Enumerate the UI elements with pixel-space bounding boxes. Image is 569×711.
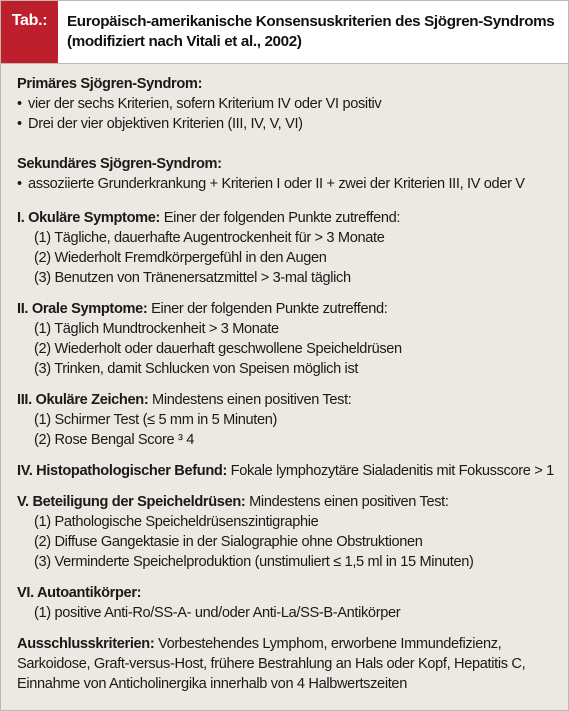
primary-section: [17, 74, 560, 134]
criterion-v: [17, 492, 560, 572]
criterion-text: Einer der folgenden Punkte zutreffend:: [160, 210, 401, 226]
table-body: [1, 64, 568, 694]
criterion-item: (1) Täglich Mundtrockenheit > 3 Monate: [34, 321, 279, 337]
exclusion-text: Sarkoidose, Graft-versus-Host, frühere Bestrahlung an Hals oder Kopf, Hepatitis C,: [17, 656, 526, 672]
criterion-text: Mindestens einen positiven Test:: [245, 494, 449, 510]
criterion-title: II. Orale Symptome:: [17, 301, 148, 317]
criterion-ii: [17, 299, 560, 379]
criterion-i: [17, 208, 560, 288]
primary-heading: Primäres Sjögren-Syndrom:: [17, 76, 203, 92]
criterion-title: VI. Autoantikörper:: [17, 585, 142, 601]
exclusion-section: [17, 634, 560, 694]
table-caption: [58, 1, 568, 63]
criterion-text: Einer der folgenden Punkte zutreffend:: [147, 301, 388, 317]
criterion-title: V. Beteiligung der Speicheldrüsen:: [17, 494, 246, 510]
table-tag: Tab.:: [1, 1, 58, 63]
criterion-iv: [17, 461, 560, 481]
secondary-bullet: • assoziierte Grunderkrankung + Kriterien I oder II + zwei der Kriterien III, IV oder V: [17, 174, 560, 194]
primary-bullet: • Drei der vier objektiven Kriterien (III, IV, V, VI): [17, 114, 560, 134]
exclusion-text: Vorbestehendes Lymphom, erworbene Immundefizienz,: [154, 636, 502, 652]
criterion-title: IV. Histopathologischer Befund:: [17, 463, 227, 479]
criterion-iii: [17, 390, 560, 450]
criterion-item: (3) Trinken, damit Schlucken von Speisen möglich ist: [34, 361, 359, 377]
criterion-vi: [17, 583, 560, 623]
secondary-heading: Sekundäres Sjögren-Syndrom:: [17, 156, 222, 172]
criterion-item: (3) Benutzen von Tränenersatzmittel > 3-mal täglich: [34, 270, 351, 286]
criterion-title: III. Okuläre Zeichen:: [17, 392, 149, 408]
criterion-title: I. Okuläre Symptome:: [17, 210, 161, 226]
exclusion-title: Ausschlusskriterien:: [17, 636, 155, 652]
table-header: [1, 1, 568, 64]
criterion-item: (2) Rose Bengal Score ³ 4: [34, 432, 194, 448]
primary-bullet: • vier der sechs Kriterien, sofern Kriterium IV oder VI positiv: [17, 94, 560, 114]
criterion-item: (3) Verminderte Speichelproduktion (unstimuliert ≤ 1,5 ml in 15 Minuten): [34, 554, 474, 570]
criterion-item: (1) positive Anti-Ro/SS-A- und/oder Anti-La/SS-B-Antikörper: [34, 605, 401, 621]
exclusion-text: Einnahme von Anticholinergika innerhalb von 4 Halbwertszeiten: [17, 676, 407, 692]
criterion-item: (1) Tägliche, dauerhafte Augentrockenheit für > 3 Monate: [34, 230, 385, 246]
criterion-item: (1) Pathologische Speicheldrüsenszintigraphie: [34, 514, 319, 530]
criterion-item: (2) Wiederholt oder dauerhaft geschwollene Speicheldrüsen: [34, 341, 402, 357]
caption-line-1: Europäisch-amerikanische Konsensuskriterien des Sjögren-Syndroms: [67, 13, 555, 30]
criterion-text: Mindestens einen positiven Test:: [148, 392, 352, 408]
caption-line-2: (modifiziert nach Vitali et al., 2002): [67, 33, 302, 50]
criterion-item: (2) Wiederholt Fremdkörpergefühl in den Augen: [34, 250, 327, 266]
criterion-item: (2) Diffuse Gangektasie in der Sialographie ohne Obstruktionen: [34, 534, 423, 550]
secondary-section: [17, 154, 560, 194]
criterion-item: (1) Schirmer Test (≤ 5 mm in 5 Minuten): [34, 412, 278, 428]
criterion-text: Fokale lymphozytäre Sialadenitis mit Fokusscore > 1: [226, 463, 554, 479]
